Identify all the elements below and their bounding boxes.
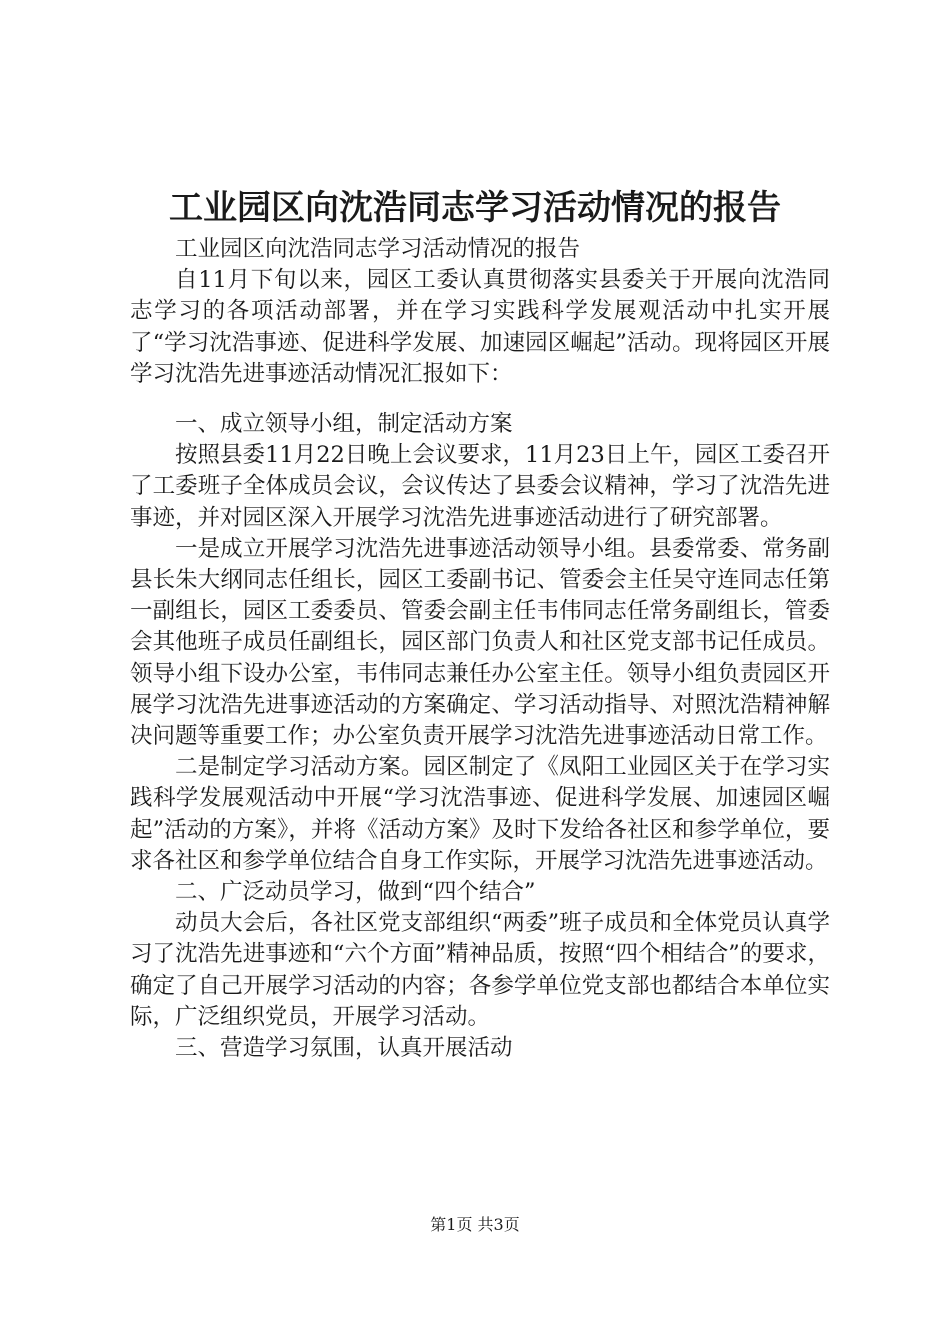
section-heading-2: 二、广泛动员学习，做到“四个结合” [175, 879, 536, 906]
body-paragraph: 二是制定学习活动方案。园区制定了《凤阳工业园区关于在学习实践科学发展观活动中开展“学习沈浩事迹、促进科学发展、加速园区崛起”活动的方案》，并将《活动方案》及时下发给各社区和参学单位，要求各社区和参学单位结合自身工作实际，开展学习沈浩先进事迹活动。 [130, 754, 830, 874]
page-title: 工业园区向沈浩同志学习活动情况的报告 [169, 188, 781, 228]
subtitle-paragraph: 工业园区向沈浩同志学习活动情况的报告 [175, 236, 581, 262]
page-number-footer: 第1页 共3页 [430, 1215, 520, 1234]
body-paragraph: 按照县委11月22日晚上会议要求，11月23日上午，园区工委召开了工委班子全体成员会议，会议传达了县委会议精神，学习了沈浩先进事迹，并对园区深入开展学习沈浩先进事迹活动进行了研究部署。 [130, 442, 830, 531]
body-paragraph: 一是成立开展学习沈浩先进事迹活动领导小组。县委常委、常务副县长朱大纲同志任组长，园区工委副书记、管委会主任吴守连同志任第一副组长，园区工委委员、管委会副主任韦伟同志任常务副组长，管委会其他班子成员任副组长，园区部门负责人和社区党支部书记任成员。领导小组下设办公室，韦伟同志兼任办公室主任。领导小组负责园区开展学习沈浩先进事迹活动的方案确定、学习活动指导、对照沈浩精神解决问题等重要工作；办公室负责开展学习沈浩先进事迹活动日常工作。 [130, 535, 830, 750]
section-heading-1: 一、成立领导小组，制定活动方案 [175, 411, 513, 438]
intro-paragraph: 自11月下旬以来，园区工委认真贯彻落实县委关于开展向沈浩同志学习的各项活动部署，并在学习实践科学发展观活动中扎实开展了“学习沈浩事迹、促进科学发展、加速园区崛起”活动。现将园区开展学习沈浩先进事迹活动情况汇报如下： [130, 267, 830, 387]
section-heading-3: 三、营造学习氛围，认真开展活动 [175, 1035, 513, 1062]
body-paragraph: 动员大会后，各社区党支部组织“两委”班子成员和全体党员认真学习了沈浩先进事迹和“六个方面”精神品质，按照“四个相结合”的要求，确定了自己开展学习活动的内容；各参学单位党支部也都结合本单位实际，广泛组织党员，开展学习活动。 [130, 910, 830, 1030]
document-body [130, 234, 830, 1064]
